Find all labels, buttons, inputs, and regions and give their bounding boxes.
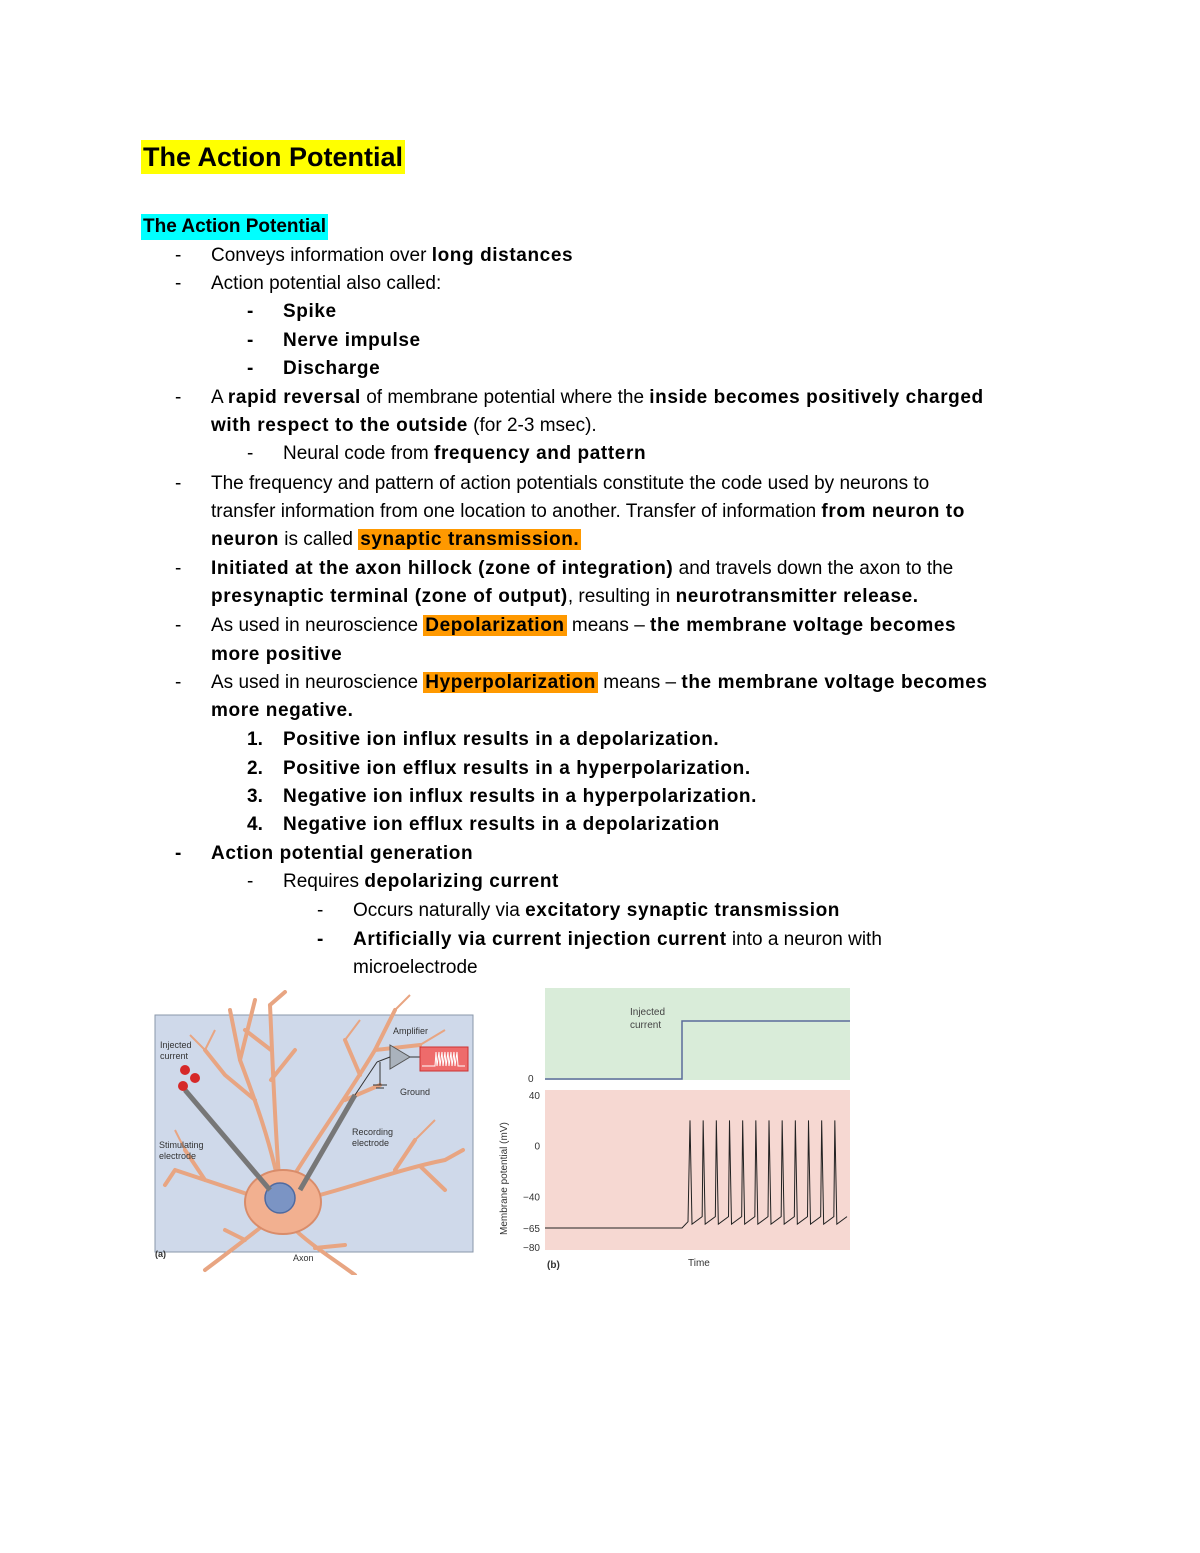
bullet-dash: - xyxy=(175,387,182,408)
list-number: 2. xyxy=(247,758,263,779)
sub-bullet-text: Nerve impulse xyxy=(283,330,421,351)
sub-sub-bullet-text-continued: microelectrode xyxy=(353,957,478,978)
sub-sub-bullet-dash: - xyxy=(317,929,324,950)
bullet-dash: - xyxy=(175,473,182,494)
section-heading: The Action Potential xyxy=(141,214,328,240)
label-ground: Ground xyxy=(400,1087,431,1097)
bullet-dash: - xyxy=(175,273,182,294)
bullet-text-continued: more positive xyxy=(211,644,343,665)
bullet-text: Action potential generation xyxy=(211,843,474,864)
y-tick-label: −80 xyxy=(523,1243,540,1254)
sub-bullet-dash: - xyxy=(247,330,254,351)
numbered-item: Negative ion influx results in a hyperpolarization. xyxy=(283,786,758,807)
membrane-potential-chart xyxy=(490,985,855,1275)
y-tick-label: −40 xyxy=(523,1192,540,1204)
bullet-text-continued: with respect to the outside (for 2-3 msec). xyxy=(211,415,597,436)
bullet-dash: - xyxy=(175,843,182,864)
injected-current-panel xyxy=(545,988,850,1080)
label-current: current xyxy=(630,1020,662,1031)
label-injected: Injected xyxy=(630,1007,666,1018)
positive-charge xyxy=(178,1081,188,1091)
sub-sub-bullet-text: Occurs naturally via excitatory synaptic transmission xyxy=(353,900,840,921)
label-recording-electrode: electrode xyxy=(352,1138,390,1148)
label-axon: Axon xyxy=(293,1253,314,1263)
bullet-text-continued: transfer information from one location to another. Transfer of information from neuron to xyxy=(211,501,965,522)
label-stimulating-electrode: electrode xyxy=(159,1151,197,1161)
label-recording: Recording xyxy=(352,1127,394,1137)
sub-bullet-text: Neural code from frequency and pattern xyxy=(283,443,647,464)
numbered-item: Positive ion efflux results in a hyperpolarization. xyxy=(283,758,751,779)
sub-bullet-dash: - xyxy=(247,358,254,379)
sub-bullet-dash: - xyxy=(247,871,254,892)
bullet-text: The frequency and pattern of action potentials constitute the code used by neurons to xyxy=(211,473,930,494)
sub-bullet-dash: - xyxy=(247,301,254,322)
bullet-dash: - xyxy=(175,245,182,266)
x-axis-label: Time xyxy=(688,1258,710,1269)
bullet-text: A rapid reversal of membrane potential where the inside becomes positively charged xyxy=(211,387,984,408)
highlighted-term: Depolarization xyxy=(425,615,565,636)
y-tick-label: −65 xyxy=(523,1224,540,1235)
list-number: 4. xyxy=(247,814,263,835)
label-amplifier: Amplifier xyxy=(393,1026,429,1036)
positive-charge xyxy=(180,1065,190,1075)
y-tick-label: 40 xyxy=(528,1091,540,1102)
numbered-item: Positive ion influx results in a depolarization. xyxy=(283,729,720,750)
numbered-item: Negative ion efflux results in a depolarization xyxy=(283,814,720,835)
y-axis-label: Membrane potential (mV) xyxy=(499,1122,510,1235)
highlighted-term: Hyperpolarization xyxy=(425,672,596,693)
label-current: current xyxy=(160,1051,189,1061)
bullet-text-continued: more negative. xyxy=(211,700,354,721)
bullet-text: As used in neuroscience Hyperpolarization means – the membrane voltage becomes xyxy=(211,672,988,693)
label-injected: Injected xyxy=(160,1040,192,1050)
bullet-text-continued: presynaptic terminal (zone of output), resulting in neurotransmitter release. xyxy=(211,586,919,607)
y-tick-label: 0 xyxy=(534,1141,540,1153)
sub-bullet-dash: - xyxy=(247,443,254,464)
bullet-text: Initiated at the axon hillock (zone of integration) and travels down the axon to the xyxy=(211,558,954,579)
sub-sub-bullet-text: Artificially via current injection current into a neuron with xyxy=(353,929,882,950)
membrane-potential-panel xyxy=(545,1090,850,1250)
bullet-dash: - xyxy=(175,672,182,693)
bullet-text: Action potential also called: xyxy=(211,273,442,294)
top-zero-tick: 0 xyxy=(528,1074,534,1085)
panel-label-b: (b) xyxy=(547,1260,560,1271)
bullet-text: As used in neuroscience Depolarization means – the membrane voltage becomes xyxy=(211,615,957,636)
y-ticks xyxy=(523,1091,540,1254)
list-number: 3. xyxy=(247,786,263,807)
page-title: The Action Potential xyxy=(143,142,404,172)
bullet-dash: - xyxy=(175,615,182,636)
bullet-text-continued: neuron is called synaptic transmission. xyxy=(211,529,580,550)
positive-charge xyxy=(190,1073,200,1083)
bullet-text: Conveys information over long distances xyxy=(211,245,574,266)
highlighted-term: synaptic transmission. xyxy=(360,529,580,550)
list-number: 1. xyxy=(247,729,263,750)
neuron-electrode-figure xyxy=(145,990,485,1275)
panel-label-a: (a) xyxy=(155,1249,166,1259)
sub-sub-bullet-dash: - xyxy=(317,900,324,921)
label-stimulating: Stimulating xyxy=(159,1140,204,1150)
sub-bullet-text: Discharge xyxy=(283,358,381,379)
sub-bullet-text: Requires depolarizing current xyxy=(283,871,559,892)
bullet-dash: - xyxy=(175,558,182,579)
sub-bullet-text: Spike xyxy=(283,301,337,322)
